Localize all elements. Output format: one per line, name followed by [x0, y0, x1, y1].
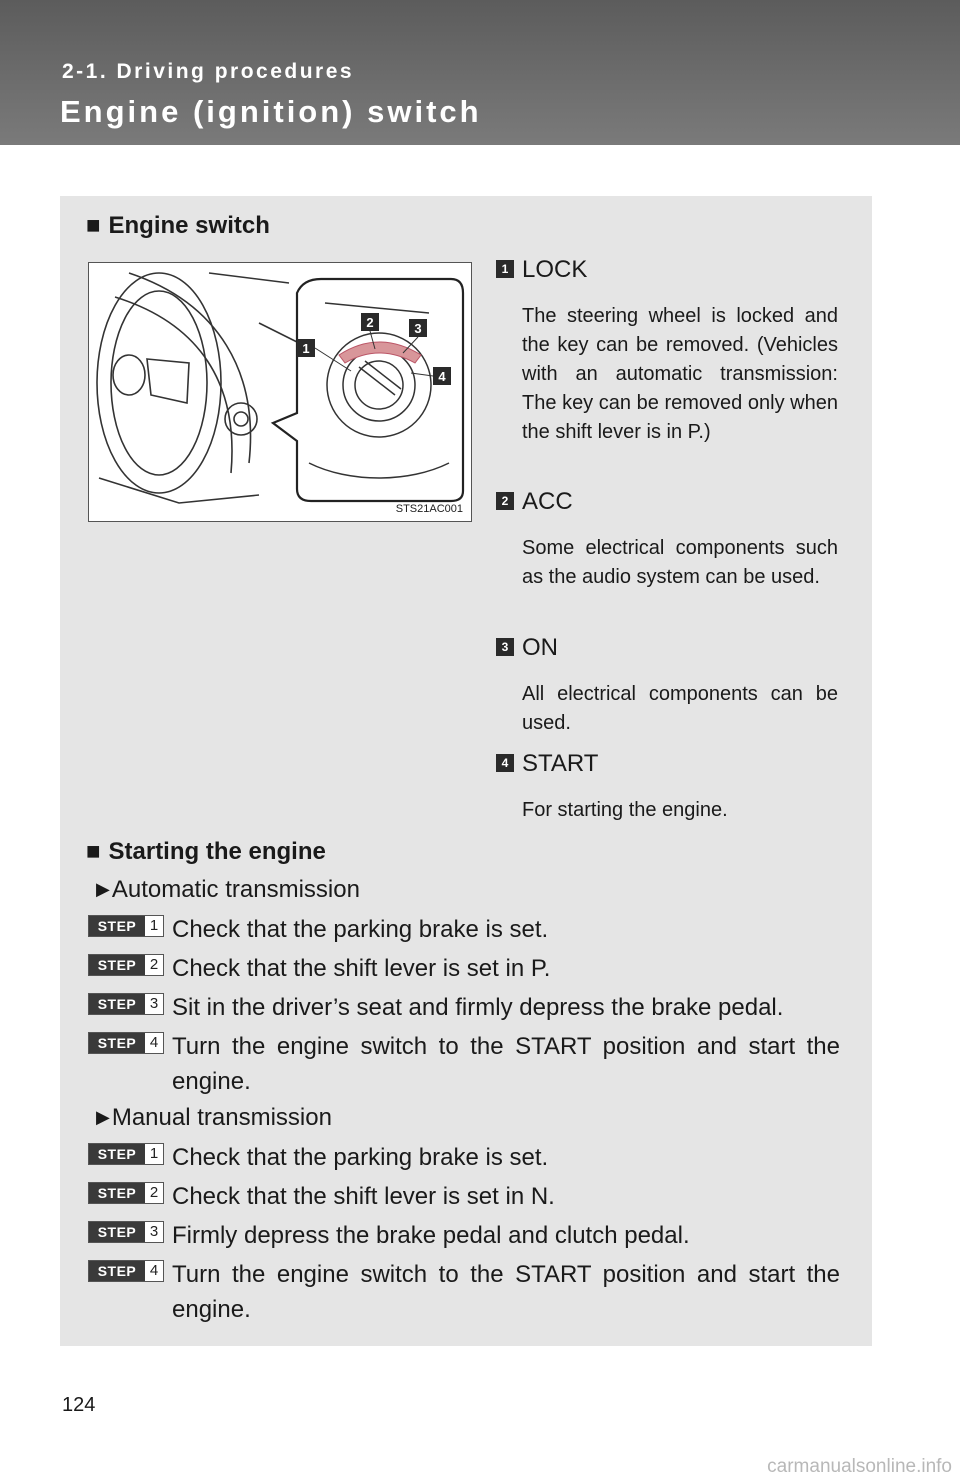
step-badge: STEP 2 [88, 954, 164, 976]
position-description: Some electrical components such as the audio system can be used. [522, 537, 838, 588]
position-description: All electrical components can be used. [522, 683, 838, 734]
heading-marker: ■ [86, 838, 101, 865]
section-label: 2-1. Driving procedures [62, 60, 355, 83]
ignition-switch-drawing [89, 263, 471, 521]
position-description: The steering wheel is locked and the key can be removed. (Vehicles with an automatic transmission: The key can be removed only when the shift lever is in P.) [522, 305, 838, 443]
watermark: carmanualsonline.info [767, 1456, 952, 1477]
page-header [0, 0, 960, 145]
position-number-badge: 1 [496, 260, 514, 278]
callout-2: 2 [366, 315, 374, 330]
position-number-badge: 2 [496, 492, 514, 510]
figure-code: STS21AC001 [395, 503, 463, 515]
step-badge: STEP 1 [88, 915, 164, 937]
automatic-transmission-label: ▶Automatic transmission [96, 876, 360, 903]
step-text: Sit in the driver’s seat and firmly depress the brake pedal. [172, 994, 784, 1021]
triangle-icon: ▶ [96, 879, 110, 899]
callout-1: 1 [302, 341, 310, 356]
position-title: START [522, 750, 599, 777]
step-text: Check that the shift lever is set in P. [172, 955, 551, 982]
ignition-switch-illustration [88, 262, 472, 522]
step-badge: STEP 1 [88, 1143, 164, 1165]
callout-4: 4 [438, 369, 446, 384]
step-text: Check that the parking brake is set. [172, 916, 549, 943]
step-text: Check that the parking brake is set. [172, 1144, 549, 1171]
page-number: 124 [62, 1394, 96, 1416]
page-title: Engine (ignition) switch [60, 94, 482, 129]
step-text: Firmly depress the brake pedal and clutch pedal. [172, 1222, 690, 1249]
position-description: For starting the engine. [522, 799, 728, 821]
position-number-badge: 3 [496, 638, 514, 656]
step-text: Check that the shift lever is set in N. [172, 1183, 555, 1210]
step-text: Turn the engine switch to the START position and start the engine. [172, 1261, 840, 1323]
position-number-badge: 4 [496, 754, 514, 772]
callout-3: 3 [414, 321, 422, 336]
step-badge: STEP 4 [88, 1260, 164, 1282]
position-title: ON [522, 634, 558, 661]
step-badge: STEP 3 [88, 1221, 164, 1243]
heading-marker: ■ [86, 212, 101, 239]
starting-engine-heading: ■ Starting the engine [86, 838, 326, 865]
manual-transmission-label: ▶Manual transmission [96, 1104, 332, 1131]
engine-switch-heading: ■ Engine switch [86, 212, 270, 239]
triangle-icon: ▶ [96, 1107, 110, 1127]
position-title: ACC [522, 488, 573, 515]
step-badge: STEP 2 [88, 1182, 164, 1204]
step-badge: STEP 4 [88, 1032, 164, 1054]
step-text: Turn the engine switch to the START position and start the engine. [172, 1033, 840, 1095]
step-badge: STEP 3 [88, 993, 164, 1015]
position-title: LOCK [522, 256, 588, 283]
